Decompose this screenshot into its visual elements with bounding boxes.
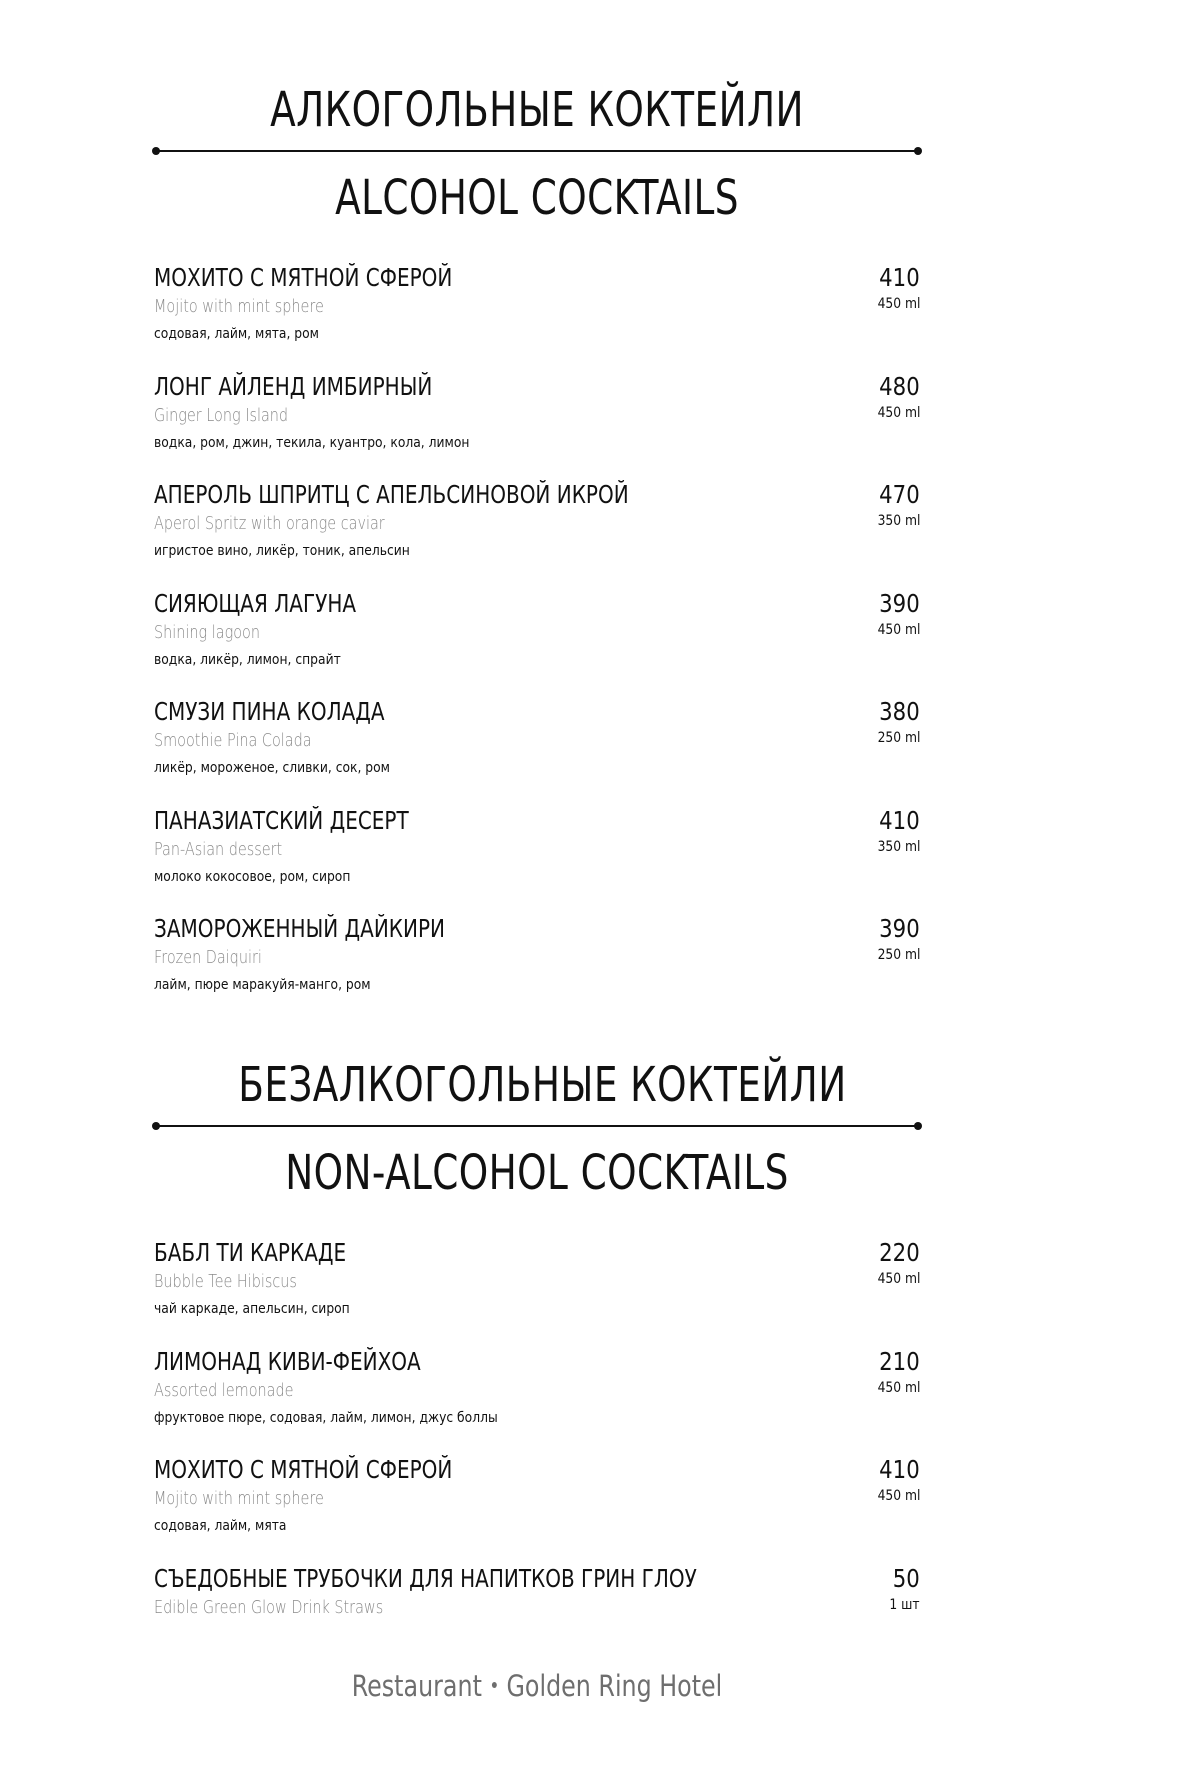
item-volume: 450 ml	[877, 404, 920, 421]
list-item	[154, 916, 920, 1025]
item-price: 390	[879, 588, 920, 618]
list-item	[154, 588, 920, 700]
item-ingredients: содовая, лайм, мята, ром	[154, 326, 319, 342]
item-name-en: Smoothie Pina Colada	[154, 730, 312, 751]
item-ingredients: фруктовое пюре, содовая, лайм, лимон, джус боллы	[154, 1409, 498, 1426]
item-price: 390	[879, 914, 920, 943]
item-ingredients: лайм, пюре маракуйя-манго, ром	[154, 977, 371, 993]
item-ingredients: водка, ром, джин, текила, куантро, кола, лимон	[154, 434, 470, 451]
list-item	[154, 1346, 920, 1458]
list-item	[154, 371, 920, 483]
item-volume: 450 ml	[877, 296, 920, 312]
item-volume: 250 ml	[877, 947, 920, 963]
item-volume: 350 ml	[877, 513, 920, 529]
item-ingredients: молоко кокосовое, ром, сироп	[154, 868, 351, 885]
list-item	[154, 265, 920, 374]
item-price: 470	[879, 480, 920, 509]
menu-page	[154, 0, 920, 1782]
title-divider	[154, 150, 920, 152]
section-title-ru: АЛКОГОЛЬНЫЕ КОКТЕЙЛИ	[270, 82, 804, 138]
item-name-en: Ginger Long Island	[154, 404, 289, 426]
footer-hotel-name: Golden Ring Hotel	[506, 1669, 723, 1703]
list-item	[154, 1457, 920, 1566]
bullet-separator-icon	[492, 1682, 497, 1688]
footer	[223, 1669, 851, 1703]
item-price: 50	[892, 1563, 920, 1593]
item-name: АПЕРОЛЬ ШПРИТЦ С АПЕЛЬСИНОВОЙ ИКРОЙ	[154, 480, 629, 509]
item-volume: 450 ml	[877, 621, 920, 638]
item-price: 480	[879, 371, 920, 401]
item-name-en: Aperol Spritz with orange caviar	[154, 513, 385, 534]
item-volume: 450 ml	[877, 1271, 920, 1287]
item-ingredients: ликёр, мороженое, сливки, сок, ром	[154, 760, 390, 776]
item-name: ЛОНГ АЙЛЕНД ИМБИРНЫЙ	[154, 371, 433, 401]
item-name-en: Frozen Daiquiri	[154, 947, 262, 968]
section-title-ru: БЕЗАЛКОГОЛЬНЫЕ КОКТЕЙЛИ	[238, 1057, 847, 1113]
item-volume: 350 ml	[877, 838, 920, 855]
item-ingredients: чай каркаде, апельсин, сироп	[154, 1301, 350, 1317]
section-title-en: ALCOHOL COCKTAILS	[335, 170, 739, 226]
item-name: БАБЛ ТИ КАРКАДЕ	[154, 1238, 347, 1267]
item-price: 210	[879, 1346, 920, 1376]
item-name-en: Assorted lemonade	[154, 1379, 294, 1401]
list-item	[154, 1240, 920, 1349]
section-title-en: NON-ALCOHOL COCKTAILS	[285, 1145, 789, 1201]
item-name: СМУЗИ ПИНА КОЛАДА	[154, 697, 385, 726]
item-price: 410	[879, 805, 920, 835]
list-item	[154, 805, 920, 917]
item-volume: 450 ml	[877, 1379, 920, 1396]
item-name-en: Edible Green Glow Drink Straws	[154, 1596, 384, 1618]
list-item	[154, 482, 920, 591]
item-name-en: Shining lagoon	[154, 621, 260, 643]
item-list	[154, 265, 920, 1025]
item-price: 410	[879, 1455, 920, 1484]
item-name: МОХИТО С МЯТНОЙ СФЕРОЙ	[154, 263, 453, 292]
item-price: 410	[879, 263, 920, 292]
item-name-en: Mojito with mint sphere	[154, 1488, 324, 1509]
item-volume: 1 шт	[889, 1596, 920, 1613]
item-name: ЗАМОРОЖЕННЫЙ ДАЙКИРИ	[154, 914, 445, 943]
item-ingredients: содовая, лайм, мята	[154, 1518, 287, 1534]
item-ingredients: водка, ликёр, лимон, спрайт	[154, 651, 341, 668]
item-name: ПАНАЗИАТСКИЙ ДЕСЕРТ	[154, 805, 409, 835]
item-name: МОХИТО С МЯТНОЙ СФЕРОЙ	[154, 1455, 453, 1484]
footer-restaurant: Restaurant	[351, 1669, 482, 1703]
title-divider	[154, 1125, 920, 1127]
item-name-en: Mojito with mint sphere	[154, 296, 324, 317]
item-volume: 450 ml	[877, 1488, 920, 1504]
item-name: ЛИМОНАД КИВИ-ФЕЙХОА	[154, 1346, 421, 1376]
item-price: 220	[879, 1238, 920, 1267]
item-ingredients: игристое вино, ликёр, тоник, апельсин	[154, 543, 410, 559]
item-name: СЪЕДОБНЫЕ ТРУБОЧКИ ДЛЯ НАПИТКОВ ГРИН ГЛОУ	[154, 1563, 697, 1593]
list-item	[154, 699, 920, 808]
list-item	[154, 1563, 920, 1675]
item-name: СИЯЮЩАЯ ЛАГУНА	[154, 588, 357, 618]
item-list	[154, 1240, 920, 1674]
item-price: 380	[879, 697, 920, 726]
item-name-en: Bubble Tee Hibiscus	[154, 1271, 297, 1292]
item-name-en: Pan-Asian dessert	[154, 838, 283, 860]
item-volume: 250 ml	[877, 730, 920, 746]
